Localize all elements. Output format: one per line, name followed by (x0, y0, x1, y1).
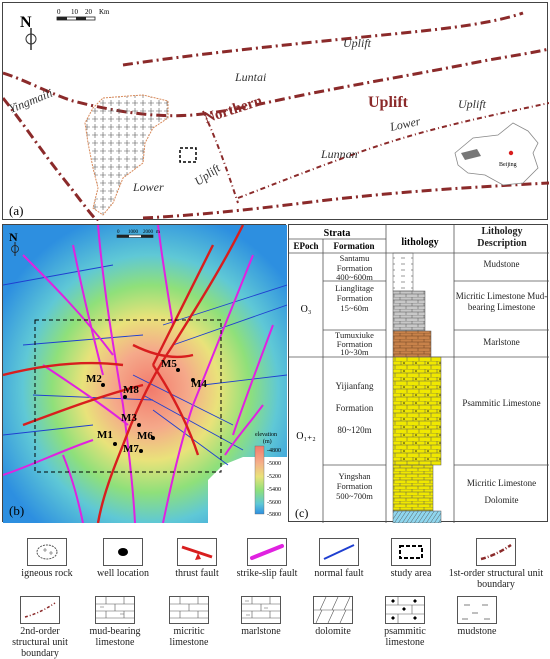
mud-bearing-limestone-icon (96, 597, 134, 623)
micritic-limestone-icon (170, 597, 208, 623)
well-label-m4: M4 (191, 378, 207, 390)
label-uplift-right: Uplift (458, 97, 487, 111)
legend-label-mud-bearing: mud-bearing limestone (89, 626, 141, 648)
panel-c-strata-column (288, 224, 548, 522)
legend-item-study-area (380, 538, 442, 579)
scale-tick-b-2: 2000 (143, 230, 153, 235)
first-order-boundary-icon (477, 539, 515, 565)
formation-santamu: Santamu Formation 400~600m (336, 254, 373, 281)
legend-label-dolomite: dolomite (315, 626, 351, 637)
formation-yingshan: Yingshan Formation 500~700m (336, 471, 373, 501)
panel-a-regional-map (2, 2, 548, 220)
legend-item-2nd-order (2, 596, 78, 659)
legend (0, 530, 550, 658)
elevation-colorbar (255, 446, 264, 514)
header-description-fo (457, 226, 547, 253)
psammitic-limestone-icon (386, 597, 424, 623)
legend-item-dolomite (302, 596, 364, 637)
well-label-m8: M8 (123, 384, 139, 396)
strike-slip-fault-icon (248, 539, 286, 565)
panel-b-elevation-map (2, 224, 286, 522)
scale-bar-b (117, 235, 153, 238)
well-label-m5: M5 (161, 358, 177, 370)
header-lithology: lithology (401, 237, 439, 248)
dolomite-icon (314, 597, 352, 623)
well-m3-dot (137, 423, 141, 427)
panel-label-a: (a) (9, 203, 24, 218)
north-arrow-icon-a (26, 28, 36, 50)
legend-label-normal: normal fault (314, 568, 364, 579)
legend-label-1st-order: 1st-order structural unit boundary (448, 568, 544, 590)
header-strata: Strata (323, 228, 351, 239)
label-beijing: Beijing (499, 162, 517, 168)
epoch-o12: O₁₊₂ (296, 431, 316, 442)
desc-tumuxiuke: Marlstone (483, 337, 520, 347)
legend-item-igneous (16, 538, 78, 579)
strata-svg (289, 225, 549, 523)
label-lower-right: Lower (388, 113, 422, 134)
study-area-icon (392, 539, 430, 565)
first-order-boundaries (3, 13, 549, 221)
igneous-rock-icon (28, 539, 66, 565)
formation-tumuxiuke: Tumuxiuke Formation 10~30m (335, 331, 374, 357)
label-luntai: Luntai (235, 70, 267, 84)
scale-tick-b-0: 0 (117, 230, 120, 235)
scale-unit-b: m (156, 230, 160, 235)
desc-yingshan: Micritic Limestone Dolomite (466, 478, 537, 505)
scale-tick-a-0: 0 (57, 8, 61, 16)
study-area-box-a (180, 148, 196, 162)
legend-item-micritic (158, 596, 220, 648)
scale-bar-a (57, 17, 95, 20)
elev-tick-5: -5800 (267, 512, 281, 518)
epoch-o3: O₃ (300, 304, 312, 315)
well-label-m1: M1 (97, 429, 113, 441)
scale-tick-a-1: 10 (71, 8, 78, 16)
legend-label-well: well location (97, 568, 149, 579)
label-uplift-big: Uplift (368, 94, 408, 111)
legend-item-normal (308, 538, 370, 579)
igneous-rock-area (85, 95, 168, 215)
label-lower-left: Lower (133, 180, 164, 194)
elevation-map-svg (3, 225, 287, 523)
marlstone-icon (242, 597, 280, 623)
legend-item-psammitic (374, 596, 436, 648)
second-order-boundary-icon (21, 597, 59, 623)
legend-item-1st-order (448, 538, 544, 590)
elevation-unit: (m) (263, 439, 272, 445)
legend-label-micritic: micritic limestone (169, 626, 209, 648)
well-label-m7: M7 (123, 443, 139, 455)
header-epoch: EPoch (293, 241, 319, 251)
elev-tick-4: -5600 (267, 500, 281, 506)
label-uplift-mid: Uplift (191, 160, 223, 189)
legend-item-mudstone (446, 596, 508, 637)
well-label-m2: M2 (86, 373, 102, 385)
normal-fault-icon (320, 539, 358, 565)
well-location-icon (104, 539, 142, 565)
desc-yijianfang: Psammitic Limestone (462, 398, 541, 408)
label-uplift-top: Uplift (343, 36, 372, 50)
legend-label-strike-slip: strike-slip fault (236, 568, 298, 579)
legend-item-strike-slip (236, 538, 298, 579)
elev-tick-2: -5200 (267, 474, 281, 480)
legend-label-thrust: thrust fault (175, 568, 219, 579)
legend-label-2nd-order: 2nd-order structural unit boundary (12, 626, 68, 659)
well-m7-dot (139, 449, 143, 453)
well-m1-dot (113, 442, 117, 446)
elev-tick-0: -4800 (267, 448, 281, 454)
header-description: Lithology Description (477, 226, 527, 249)
header-formation: Formation (333, 241, 375, 251)
inset-china-map (455, 123, 538, 185)
well-label-m6: M6 (137, 430, 153, 442)
legend-item-thrust (166, 538, 228, 579)
legend-item-well (92, 538, 154, 579)
label-yingmaili: Yingmaili (6, 85, 55, 116)
panel-label-b: (b) (9, 503, 25, 518)
legend-label-igneous: igneous rock (21, 568, 73, 579)
well-label-m3: M3 (121, 412, 137, 424)
elev-tick-3: -5400 (267, 487, 281, 493)
label-northern: Northern (202, 93, 265, 127)
label-lunnan: Lunnan (321, 147, 358, 161)
legend-label-study-area: study area (390, 568, 432, 579)
legend-label-mudstone: mudstone (457, 626, 497, 637)
desc-lianglitage: Micritic Limestone Mud-bearing Limestone (455, 291, 548, 312)
regional-map-svg (3, 3, 549, 221)
legend-item-marlstone (230, 596, 292, 637)
scale-unit-a: Km (99, 8, 110, 16)
legend-item-mud-bearing (84, 596, 146, 648)
desc-santamu: Mudstone (483, 259, 520, 269)
north-label-a: N (20, 14, 32, 31)
elevation-title: elevation (255, 432, 277, 438)
scale-tick-b-1: 1000 (128, 230, 138, 235)
legend-label-marlstone: marlstone (241, 626, 281, 637)
formation-yijianfang: Yijianfang Formation 80~120m (335, 381, 374, 435)
formation-lianglitage: Lianglitage Formation 15~60m (335, 283, 374, 313)
panel-label-c: (c) (295, 506, 309, 520)
north-label-b: N (9, 230, 18, 244)
legend-label-psammitic: psammitic limestone (384, 626, 426, 648)
thrust-fault-icon (178, 539, 216, 565)
mudstone-icon (458, 597, 496, 623)
lithology-column (393, 253, 441, 523)
elev-tick-1: -5000 (267, 461, 281, 467)
scale-tick-a-2: 20 (85, 8, 92, 16)
